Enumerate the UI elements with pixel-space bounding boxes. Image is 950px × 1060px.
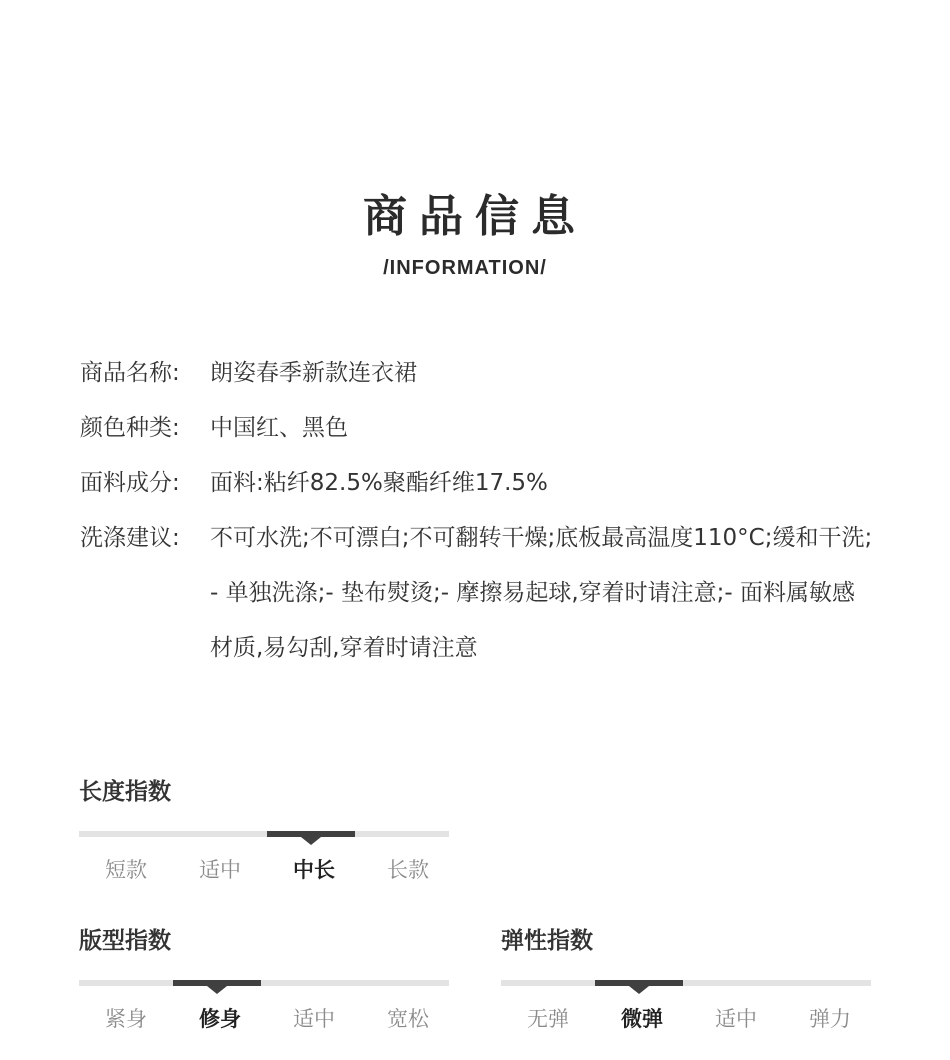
length-index-track [79,831,449,837]
fit-index-options [79,1005,455,1033]
elasticity-option: 微弹 [621,1007,663,1031]
length-option: 中长 [293,858,335,882]
info-label: 面料成分: [80,470,180,496]
fit-option: 修身 [199,1007,241,1031]
fit-index [79,926,459,1036]
info-value: 朗姿春季新款连衣裙 [210,360,417,386]
product-info [80,346,880,676]
elasticity-index [501,926,881,1036]
info-value: 不可水洗;不可漂白;不可翻转干燥;底板最高温度110°C;缓和干洗;- 单独洗涤;- 垫布熨烫;- 摩擦易起球,穿着时请注意;- 面料属敏感材质,易勾刮,穿着时请注意 [210,525,873,661]
elasticity-index-options [501,1005,877,1033]
info-row-care [80,511,880,676]
elasticity-option: 无弹 [527,1007,569,1031]
marker-pointer [301,837,321,845]
info-value: 中国红、黑色 [210,415,348,441]
fit-index-title: 版型指数 [79,928,171,954]
fit-index-marker [173,980,261,986]
elasticity-index-marker [595,980,683,986]
info-label: 商品名称: [80,360,180,386]
elasticity-index-title: 弹性指数 [501,928,593,954]
info-row-color [80,401,880,456]
length-index-marker [267,831,355,837]
info-label: 洗涤建议: [80,525,180,551]
info-value: 面料:粘纤82.5%聚酯纤维17.5% [210,470,548,496]
page-subtitle: /INFORMATION/ [383,257,547,279]
fit-option: 宽松 [387,1007,429,1031]
elasticity-option: 适中 [715,1007,757,1031]
fit-option: 紧身 [105,1007,147,1031]
page-title: 商品信息 [363,191,587,242]
length-option: 适中 [199,858,241,882]
length-option: 长款 [387,858,429,882]
info-row-fabric [80,456,880,511]
marker-pointer [629,986,649,994]
info-label: 颜色种类: [80,415,180,441]
length-index-title: 长度指数 [79,779,171,805]
fit-index-track [79,980,449,986]
fit-option: 适中 [293,1007,335,1031]
length-option: 短款 [105,858,147,882]
length-index [79,777,459,887]
elasticity-option: 弹力 [809,1007,851,1031]
marker-pointer [207,986,227,994]
elasticity-index-track [501,980,871,986]
length-index-options [79,856,455,884]
info-row-name [80,346,880,401]
